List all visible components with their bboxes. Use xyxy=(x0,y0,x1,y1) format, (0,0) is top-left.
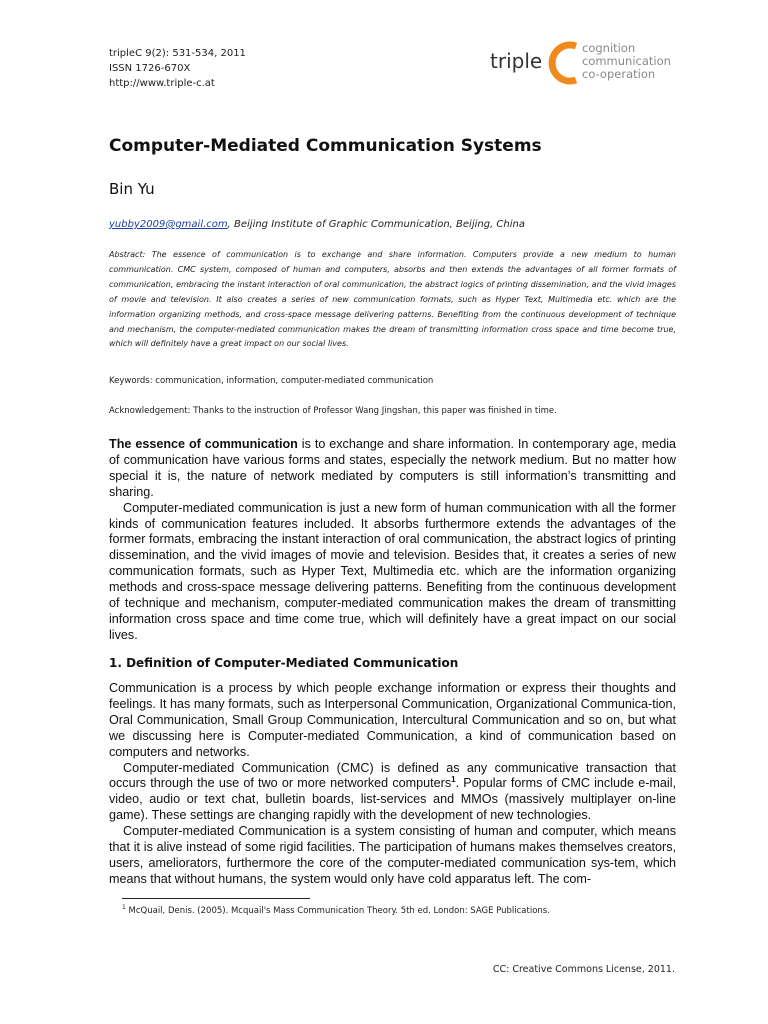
keywords: Keywords: communication, information, computer-mediated communication xyxy=(109,376,434,386)
abstract: Abstract: The essence of communication is to exchange and share information. Computers provide a new medium to human communication. CMC system, composed of human and computers, absorbs and then extends the advantages of all former formats of communication, embracing the instant interaction of oral communication, the abstract logics of printing dissemination, and the vivid images of movie and television. It also creates a series of new communication formats, such as Hyper Text, Multimedia etc. which are the information organizing methods, and cross-space message delivering patterns. Benefiting from the continuous development of technique and mechanism, the computer-mediated communication makes the dream of transmitting information cross space and time become true, which will definitely have a great impact on our social lives. xyxy=(109,250,676,349)
logo-wordmark: triple xyxy=(490,49,543,73)
logo-tagline xyxy=(582,42,671,81)
intro-paragraph-text: is to exchange and share information. In contemporary age, media of communication have various forms and states, especially the network medium. But no matter how special it is, the nature of network mediated by computers is still information’s transmitting and sharing. xyxy=(109,437,677,499)
paper-title: Computer-Mediated Communication Systems xyxy=(109,136,542,156)
journal-issn: ISSN 1726-670X xyxy=(109,63,191,74)
body-paragraph xyxy=(109,761,676,825)
intro-lead-phrase: The essence of communication xyxy=(109,437,298,451)
logo-tagline-line: cognition xyxy=(582,41,636,55)
journal-header xyxy=(109,46,246,91)
author-email-link[interactable]: yubby2009@gmail.com xyxy=(109,219,228,230)
body-paragraph: Computer-mediated Communication is a system consisting of human and computer, which means that it is alive instead of some rigid facilities. The participation of humans makes themselves creators, users, ameliorators, furthermore the core of the computer-mediated communication sys-tem, which means that without humans, the system would only have cold apparatus left. The com- xyxy=(109,824,676,886)
intro-paragraph: Computer-mediated communication is just a new form of human communication with all the former kinds of communication features included. It absorbs furthermore extends the advantages of the former formats, embracing the instant interaction of oral communication, the abstract logics of printing dissemination, and the vivid images of movie and television. Besides that, it creates a series of new communication formats, such as Hyper Text, Multimedia etc. which are the information organizing methods and cross-space message delivering patterns. Benefiting from the continuous development of technique and mechanism, computer-mediated communication makes the dream of transmitting information cross space and time come true, which will definitely have a great impact on our social lives. xyxy=(109,500,676,642)
body-paragraph: Communication is a process by which people exchange information or express their thoughts and feelings. It has many formats, such as Interpersonal Communication, Organizational Communica-tion, Oral Communication, Small Group Communication, Intercultural Communication and so on, but what we discussing here is Computer-mediated Communication, a kind of communication based on computers and networks. xyxy=(109,681,676,759)
section-heading: 1. Definition of Computer-Mediated Communication xyxy=(109,656,459,670)
body-paragraph-text: Computer-mediated Communication (CMC) is defined as any communicative transaction that occurs through the use of two or more networked computers xyxy=(109,760,676,791)
logo-tagline-line: co-operation xyxy=(582,67,656,81)
triplec-logo xyxy=(490,41,690,85)
logo-tagline-line: communication xyxy=(582,54,671,68)
author-affiliation xyxy=(109,219,525,230)
footnote-text: McQuail, Denis. (2005). Mcquail's Mass Communication Theory. 5th ed. London: SAGE Publications. xyxy=(125,906,550,916)
intro-paragraph xyxy=(109,437,676,501)
affiliation-text: , Beijing Institute of Graphic Communication, Beijing, China xyxy=(227,219,525,230)
license-footer: CC: Creative Commons License, 2011. xyxy=(492,964,675,975)
journal-citation: tripleC 9(2): 531-534, 2011 xyxy=(109,48,246,59)
introduction xyxy=(109,437,676,644)
section-1-body xyxy=(109,681,676,888)
footnote-divider xyxy=(122,898,310,899)
footnote-reference[interactable]: 1 xyxy=(451,775,456,785)
body-paragraph-text: . Popular forms of CMC include e-mail, video, audio or text chat, bulletin boards, list-services and MMOs (massively multiplayer on-line game). These settings are changing rapidly with the development of new technologies. xyxy=(109,776,677,823)
footnote xyxy=(122,906,550,916)
footnote-number: 1 xyxy=(122,904,126,912)
author-name: Bin Yu xyxy=(109,180,155,198)
acknowledgement: Acknowledgement: Thanks to the instruction of Professor Wang Jingshan, this paper was finished in time. xyxy=(109,406,557,416)
journal-url[interactable]: http://www.triple-c.at xyxy=(109,78,215,89)
logo-c-mark xyxy=(544,41,582,85)
